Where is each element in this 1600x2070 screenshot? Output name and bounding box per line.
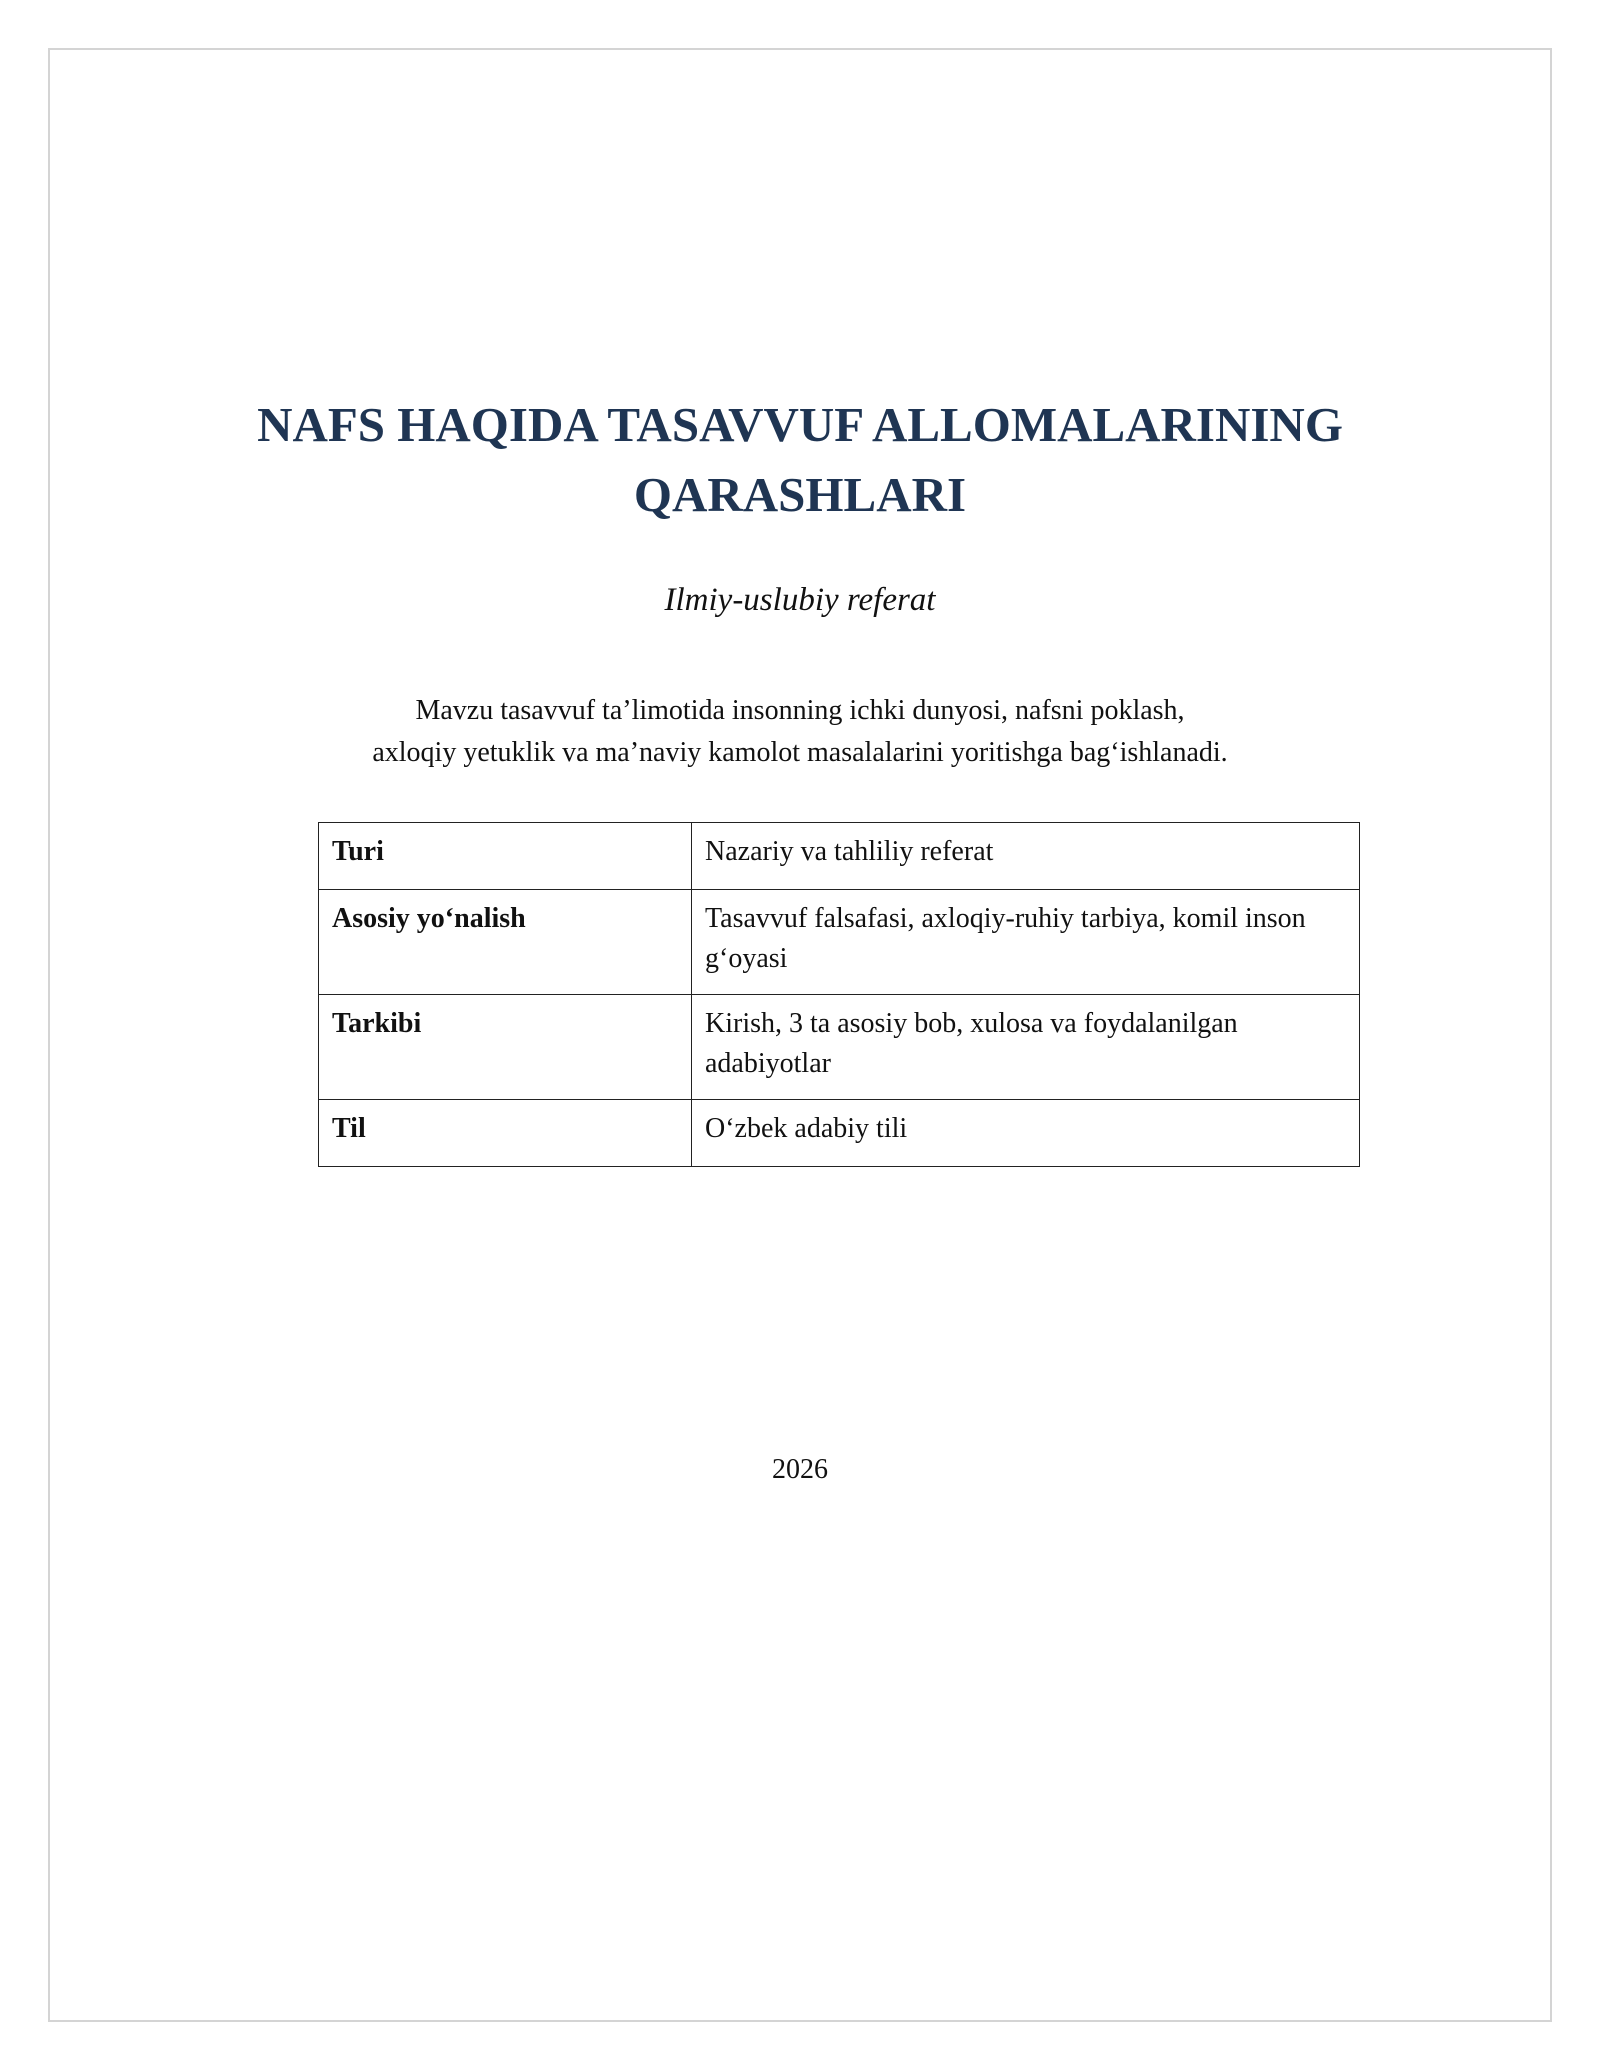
document-subtitle: Ilmiy-uslubiy referat: [664, 582, 936, 618]
table-label-cell: Turi: [319, 823, 692, 890]
table-value-cell: O‘zbek adabiy tili: [692, 1100, 1360, 1167]
table-value-cell: Kirish, 3 ta asosiy bob, xulosa va foydalanilgan adabiyotlar: [692, 995, 1360, 1100]
table-row: [319, 890, 1360, 995]
description-line-1: Mavzu tasavvuf ta’limotida insonning ichki dunyosi, nafsni poklash,: [415, 695, 1185, 726]
table-label-cell: Tarkibi: [319, 995, 692, 1100]
table-row: [319, 1100, 1360, 1167]
table-row: [319, 995, 1360, 1100]
table-row: [319, 823, 1360, 890]
document-description: [0, 690, 1600, 774]
info-table: [318, 822, 1360, 1167]
table-label-cell: Asosiy yo‘nalish: [319, 890, 692, 995]
document-title-line-1: NAFS HAQIDA TASAVVUF ALLOMALARINING: [257, 397, 1343, 452]
document-year: 2026: [772, 1454, 828, 1485]
table-label-cell: Til: [319, 1100, 692, 1167]
document-title: [0, 390, 1600, 530]
document-title-line-2: QARASHLARI: [633, 467, 967, 522]
description-line-2: axloqiy yetuklik va ma’naviy kamolot masalalarini yoritishga bag‘ishlanadi.: [372, 737, 1228, 768]
table-value-cell: Tasavvuf falsafasi, axloqiy-ruhiy tarbiya, komil inson g‘oyasi: [692, 890, 1360, 995]
table-value-cell: Nazariy va tahliliy referat: [692, 823, 1360, 890]
